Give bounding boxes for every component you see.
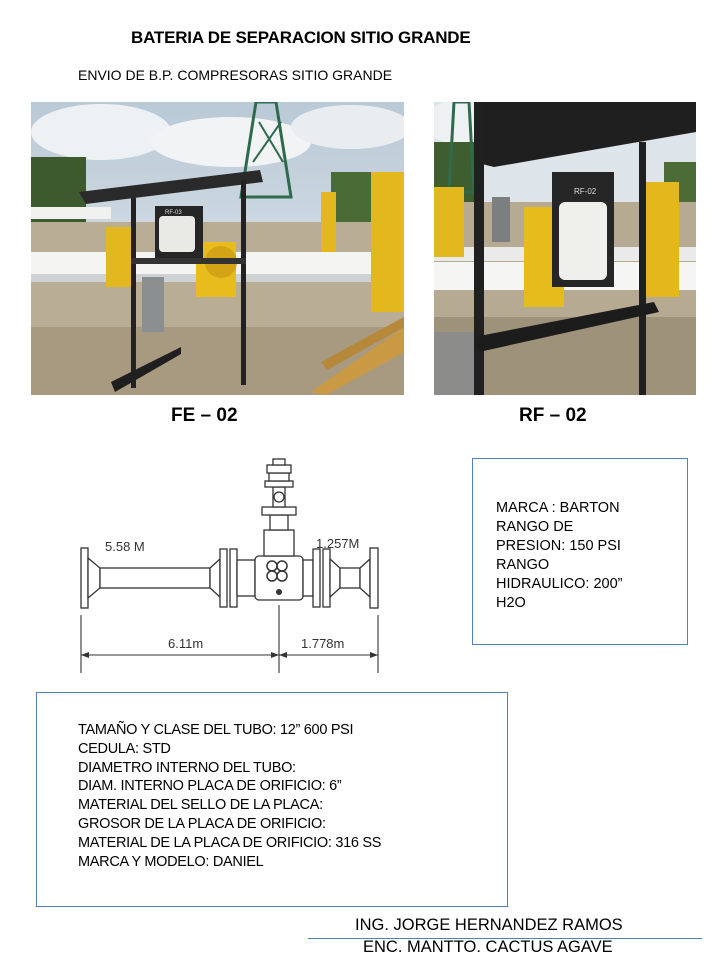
tube-spec-line: MARCA Y MODELO: DANIEL [78, 853, 264, 870]
dimension-label-left: 6.11m [168, 636, 204, 651]
signature-role: ENC. MANTTO. CACTUS AGAVE [363, 938, 613, 956]
flange-mid-left [220, 549, 227, 607]
tube-spec-line: CEDULA: STD [78, 740, 171, 757]
panel-label-rf03: RF-03 [165, 210, 182, 216]
tube-spec-line: MATERIAL DEL SELLO DE LA PLACA: [78, 797, 323, 814]
upstream-pipe [100, 568, 210, 588]
tube-spec-line: DIAMETRO INTERNO DEL TUBO: [78, 759, 296, 776]
spec-line: MARCA : BARTON [496, 500, 620, 516]
spec-line: RANGO [496, 557, 550, 573]
dimension-label-right: 1.778m [301, 636, 345, 651]
downstream-pipe [340, 568, 360, 588]
tube-spec-line: TAMAÑO Y CLASE DEL TUBO: 12” 600 PSI [78, 722, 354, 738]
spec-line: HIDRAULICO: 200” [496, 576, 623, 592]
spec-line: H2O [496, 595, 526, 611]
spec-line: PRESION: 150 PSI [496, 538, 621, 554]
dimension-label-upstream: 5.58 M [105, 539, 145, 554]
page-subtitle: ENVIO DE B.P. COMPRESORAS SITIO GRANDE [78, 67, 393, 83]
flange-mid-right [323, 549, 330, 607]
orifice-meter-diagram [70, 455, 390, 680]
panel-label-rf02: RF-02 [574, 187, 597, 196]
recorder-spec-box [472, 458, 688, 645]
photo-fe-02 [31, 102, 404, 395]
tube-spec-box [36, 692, 508, 907]
caption-fe-02: FE – 02 [171, 405, 238, 426]
caption-rf-02: RF – 02 [519, 405, 587, 426]
dimension-label-downstream: 1.257M [316, 536, 360, 551]
photo-rf-02 [434, 102, 696, 395]
flange-left [81, 548, 88, 608]
spec-line: RANGO DE [496, 519, 574, 535]
tube-spec-line: GROSOR DE LA PLACA DE ORIFICIO: [78, 815, 326, 832]
flange-right [370, 548, 378, 608]
tube-spec-line: MATERIAL DE LA PLACA DE ORIFICIO: 316 SS [78, 834, 382, 851]
page-title: BATERIA DE SEPARACION SITIO GRANDE [131, 28, 471, 47]
signature-name: ING. JORGE HERNANDEZ RAMOS [355, 916, 623, 934]
tube-spec-line: DIAM. INTERNO PLACA DE ORIFICIO: 6” [78, 778, 342, 795]
